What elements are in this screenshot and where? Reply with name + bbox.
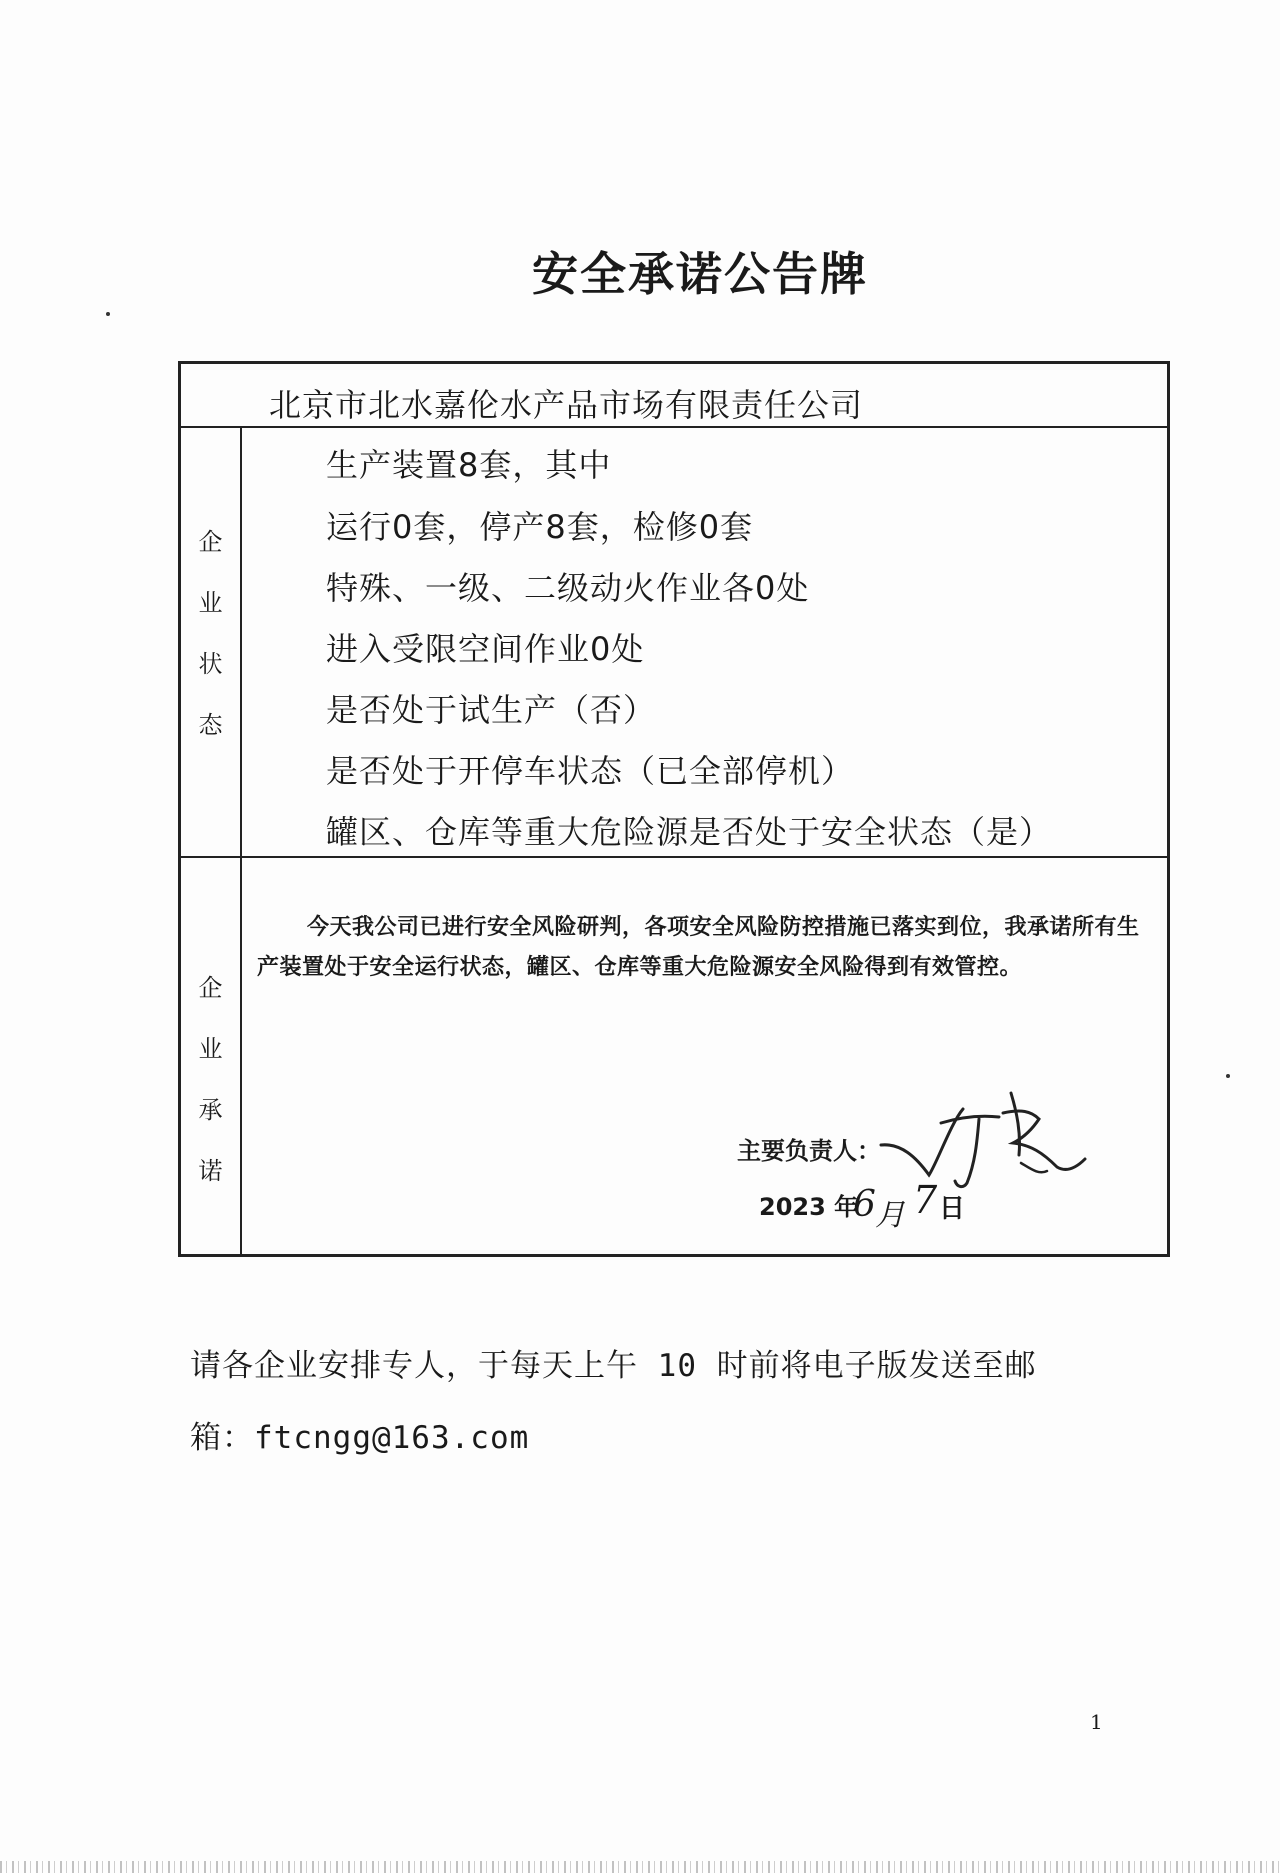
- handwritten-month: 6: [853, 1184, 876, 1225]
- sign-date-year: 2023 年: [759, 1193, 859, 1221]
- day-char: 日: [939, 1194, 966, 1224]
- handwritten-date: [853, 1174, 993, 1234]
- commitment-side-label: [181, 958, 240, 1202]
- status-line: 是否处于试生产（否）: [326, 691, 657, 729]
- commitment-label-char: 诺: [198, 1157, 223, 1185]
- enterprise-status-section: [181, 428, 1167, 858]
- scan-edge-artifact: [0, 1861, 1280, 1873]
- scan-speck: [1226, 1074, 1230, 1078]
- status-line: 生产装置8套，其中: [326, 446, 612, 484]
- status-line: 运行0套，停产8套，检修0套: [326, 508, 754, 546]
- commitment-label-char: 承: [198, 1096, 223, 1124]
- status-side-label: [181, 512, 240, 756]
- status-line: 罐区、仓库等重大危险源是否处于安全状态（是）: [326, 813, 1053, 851]
- company-name: 北京市北水嘉伦水产品市场有限责任公司: [269, 386, 864, 424]
- status-line: 进入受限空间作业0处: [326, 630, 645, 668]
- month-char: 月: [875, 1198, 905, 1233]
- page-title-wrap: [530, 238, 870, 304]
- scan-speck: [106, 312, 110, 316]
- note-line-2: 箱：ftcngg@163.com: [190, 1420, 530, 1456]
- commitment-text: 今天我公司已进行安全风险研判，各项安全风险防控措施已落实到位，我承诺所有生产装置处于安全运行状态，罐区、仓库等重大危险源安全风险得到有效管控。: [257, 915, 1140, 980]
- status-label-char: 企: [198, 528, 223, 556]
- note-line-1: 请各企业安排专人，于每天上午 10 时前将电子版发送至邮: [190, 1348, 1037, 1384]
- status-line: 是否处于开停车状态（已全部停机）: [326, 752, 855, 790]
- commitment-side-column: [181, 858, 242, 1254]
- handwritten-day: 7: [913, 1178, 938, 1222]
- announcement-board: [178, 361, 1170, 1257]
- status-label-char: 业: [198, 589, 223, 617]
- commitment-label-char: 业: [198, 1035, 223, 1063]
- page-number: 1: [1090, 1710, 1103, 1734]
- company-row: [181, 364, 1167, 428]
- status-side-column: [181, 428, 242, 856]
- commitment-label-char: 企: [198, 974, 223, 1002]
- submission-note: [190, 1330, 1150, 1474]
- status-label-char: 状: [198, 650, 223, 678]
- status-line: 特殊、一级、二级动火作业各0处: [326, 569, 810, 607]
- enterprise-commitment-section: [181, 858, 1167, 1254]
- page-title: 安全承诺公告牌: [532, 247, 868, 301]
- status-label-char: 态: [198, 711, 223, 739]
- signer-label: 主要负责人：: [737, 1137, 881, 1165]
